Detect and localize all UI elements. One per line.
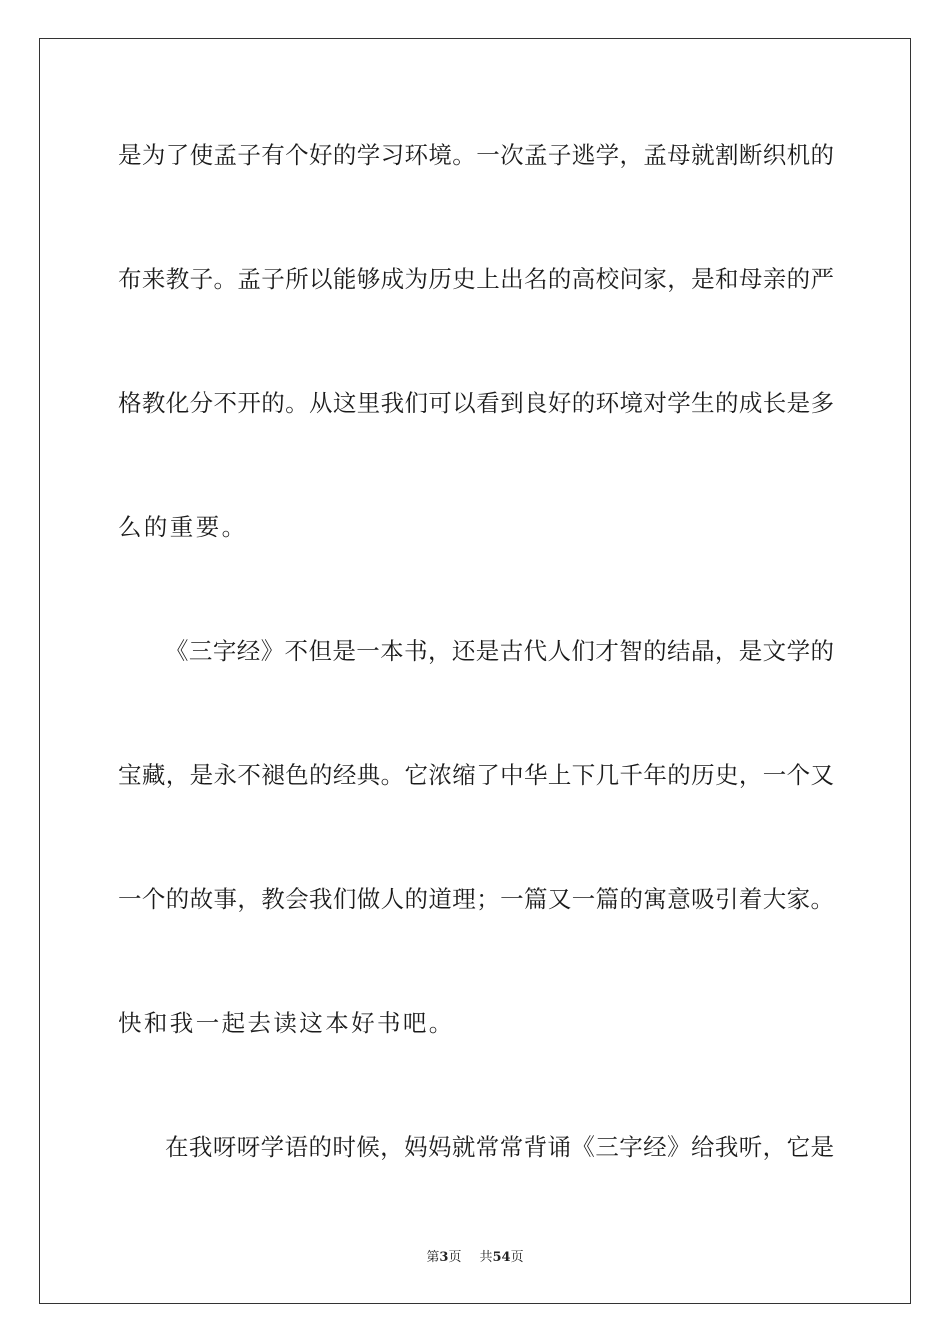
text-line: 是为了使孟子有个好的学习环境。一次孟子逃学，孟母就割断织机的 — [118, 141, 834, 169]
page-label-mid: 页 — [448, 1250, 462, 1265]
text-line: 在我呀呀学语的时候，妈妈就常常背诵《三字经》给我听，它是 — [165, 1133, 834, 1161]
total-label-prefix: 共 — [479, 1250, 493, 1265]
text-line: 么的重要。 — [118, 513, 248, 541]
line-spacing — [118, 806, 834, 868]
text-line: 快和我一起去读这本好书吧。 — [118, 1009, 455, 1037]
line-spacing — [118, 434, 834, 496]
page-footer — [0, 1246, 950, 1265]
text-line: 布来教子。孟子所以能够成为历史上出名的高校问家，是和母亲的严 — [118, 265, 834, 293]
text-line: 格教化分不开的。从这里我们可以看到良好的环境对学生的成长是多 — [118, 389, 834, 417]
page-label-prefix: 第 — [426, 1250, 440, 1265]
current-page-number: 3 — [439, 1250, 449, 1265]
text-line: 宝藏，是永不褪色的经典。它浓缩了中华上下几千年的历史，一个又 — [118, 761, 834, 789]
total-page-count: 54 — [492, 1250, 511, 1265]
line-spacing — [118, 930, 834, 992]
line-spacing — [118, 682, 834, 744]
line-spacing — [118, 186, 834, 248]
text-line: 《三字经》不但是一本书，还是古代人们才智的结晶，是文学的 — [165, 637, 834, 665]
document-body — [118, 124, 834, 1178]
line-spacing — [118, 558, 834, 620]
line-spacing — [118, 1054, 834, 1116]
total-label-suffix: 页 — [510, 1250, 524, 1265]
text-line: 一个的故事，教会我们做人的道理；一篇又一篇的寓意吸引着大家。 — [118, 885, 834, 913]
line-spacing — [118, 310, 834, 372]
